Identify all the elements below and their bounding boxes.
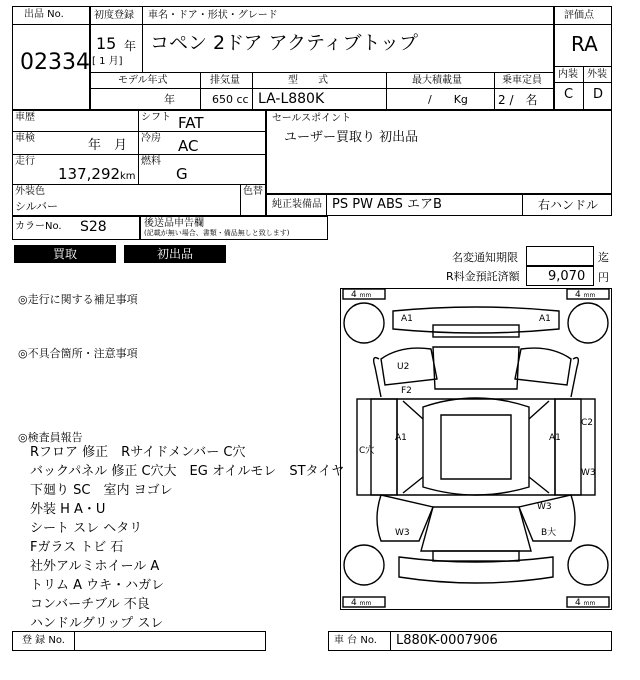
type-label: 型 式 <box>288 75 328 86</box>
inspector-line: 外装 H A・U <box>30 502 106 517</box>
chassis-number: L880K-0007906 <box>396 633 498 648</box>
mark-w3-left: W3 <box>395 528 410 538</box>
car-outline-svg <box>341 289 611 609</box>
color-value: シルバー <box>15 200 58 213</box>
inspector-line: Fガラス トビ 石 <box>30 540 124 555</box>
repaint-label: 色替 <box>243 186 263 197</box>
recycle-value: 9,070 <box>548 269 586 284</box>
tire-depth-bl: 4 mm <box>351 598 372 608</box>
mark-c-hole: C穴 <box>359 446 375 456</box>
grade-label: 評価点 <box>564 10 594 21</box>
reg-year: 15 <box>96 34 117 53</box>
history-label: 車歴 <box>15 112 35 123</box>
aircon-value: AC <box>178 137 199 155</box>
mileage-value: 137,292 <box>58 165 121 183</box>
car-name-label: 車名・ドア・形状・グレード <box>148 10 278 21</box>
inspection-label: 車検 <box>15 133 35 144</box>
inspector-line: シート スレ ヘタリ <box>30 521 143 536</box>
reg-no-label: 登 録 No. <box>22 635 65 646</box>
exterior-label: 外装 <box>587 69 607 80</box>
inspector-line: Rフロア 修正 Rサイドメンバー C穴 <box>30 445 246 460</box>
tire-depth-br: 4 mm <box>575 598 596 608</box>
reg-year-unit: 年 <box>124 39 137 53</box>
car-diagram <box>340 288 612 610</box>
lot-no-label: 出品 No. <box>24 9 64 20</box>
mark-u2: U2 <box>397 362 410 372</box>
equipment-value: PS PW ABS エアB <box>332 197 442 212</box>
mileage-label: 走行 <box>15 156 35 167</box>
mark-w3-right: W3 <box>581 468 596 478</box>
interior-label: 内装 <box>558 69 578 80</box>
name-change-label: 名変通知期限 <box>452 251 518 264</box>
interior-grade: C <box>564 87 574 102</box>
recycle-unit: 円 <box>598 271 609 284</box>
mark-a1-front-right: A1 <box>539 314 551 324</box>
tag-buyback: 買取 <box>14 245 116 263</box>
aircon-label: 冷房 <box>141 133 161 144</box>
model-year-unit: 年 <box>164 93 175 106</box>
name-change-unit: 迄 <box>598 251 609 264</box>
displacement: 650 cc <box>212 93 249 106</box>
exterior-grade: D <box>593 87 604 102</box>
mark-c2: C2 <box>581 418 594 428</box>
grade-value: RA <box>571 32 598 56</box>
fuel-value: G <box>176 165 188 183</box>
name-change-box <box>526 246 594 266</box>
reg-month: [ 1 月] <box>92 56 123 67</box>
load-label: 最大積載量 <box>412 75 462 86</box>
mark-f2: F2 <box>401 386 412 396</box>
mark-a1-right: A1 <box>549 433 561 443</box>
max-load: / Kg <box>428 93 468 106</box>
mark-w3-rear: W3 <box>537 502 552 512</box>
model-type: LA-L880K <box>258 91 325 107</box>
inspection-value: 年 月 <box>88 138 128 153</box>
mark-b-large: B大 <box>541 528 557 538</box>
inspector-line: 下廻り SC 室内 ヨゴレ <box>30 483 173 498</box>
sales-point-label: セールスポイント <box>272 113 352 124</box>
color-label: 外装色 <box>15 186 45 197</box>
inspector-label: ◎検査員報告 <box>18 431 83 444</box>
steering-value: 右ハンドル <box>538 198 599 212</box>
tag-first-listing: 初出品 <box>124 245 226 263</box>
shift-value: FAT <box>178 114 204 132</box>
color-no-label: カラーNo. <box>15 221 62 232</box>
passenger-capacity: 2 / 名 <box>498 93 538 107</box>
mark-a1-left: A1 <box>395 433 407 443</box>
inspector-line: コンバーチブル 不良 <box>30 597 150 612</box>
tire-depth-tr: 4 mm <box>575 290 596 300</box>
lot-no: 02334 <box>20 50 90 75</box>
model-year-label: モデル年式 <box>118 75 168 86</box>
fuel-label: 燃料 <box>141 156 161 167</box>
recycle-label: R料金預託済額 <box>446 270 520 283</box>
inspector-line: 社外アルミホイール A <box>30 559 160 574</box>
sales-point: ユーザー買取り 初出品 <box>284 130 419 145</box>
driving-notes-label: ◎走行に関する補足事項 <box>18 293 138 306</box>
inspector-line: ハンドルグリップ スレ <box>30 616 164 631</box>
docs-note: (記載が無い場合、書類・備品無しと致します) <box>144 229 290 237</box>
equipment-label: 純正装備品 <box>272 199 322 210</box>
shift-label: シフト <box>141 112 171 123</box>
color-no: S28 <box>80 219 107 235</box>
defects-label: ◎不具合箇所・注意事項 <box>18 347 138 360</box>
inspector-line: トリム A ウキ・ハガレ <box>30 578 165 593</box>
capacity-label: 乗車定員 <box>502 75 542 86</box>
car-name: コペン 2ドア アクティブトップ <box>150 32 418 54</box>
inspector-line: バックパネル 修正 C穴大 EG オイルモレ STタイヤ <box>30 464 345 479</box>
mark-a1-front-left: A1 <box>401 314 413 324</box>
docs-label: 後送品申告欄 <box>144 218 204 229</box>
chassis-label: 車 台 No. <box>334 635 377 646</box>
reg-label: 初度登録 <box>94 10 134 21</box>
tire-depth-tl: 4 mm <box>351 290 372 300</box>
mileage-unit: km <box>120 171 136 182</box>
displacement-label: 排気量 <box>210 75 240 86</box>
